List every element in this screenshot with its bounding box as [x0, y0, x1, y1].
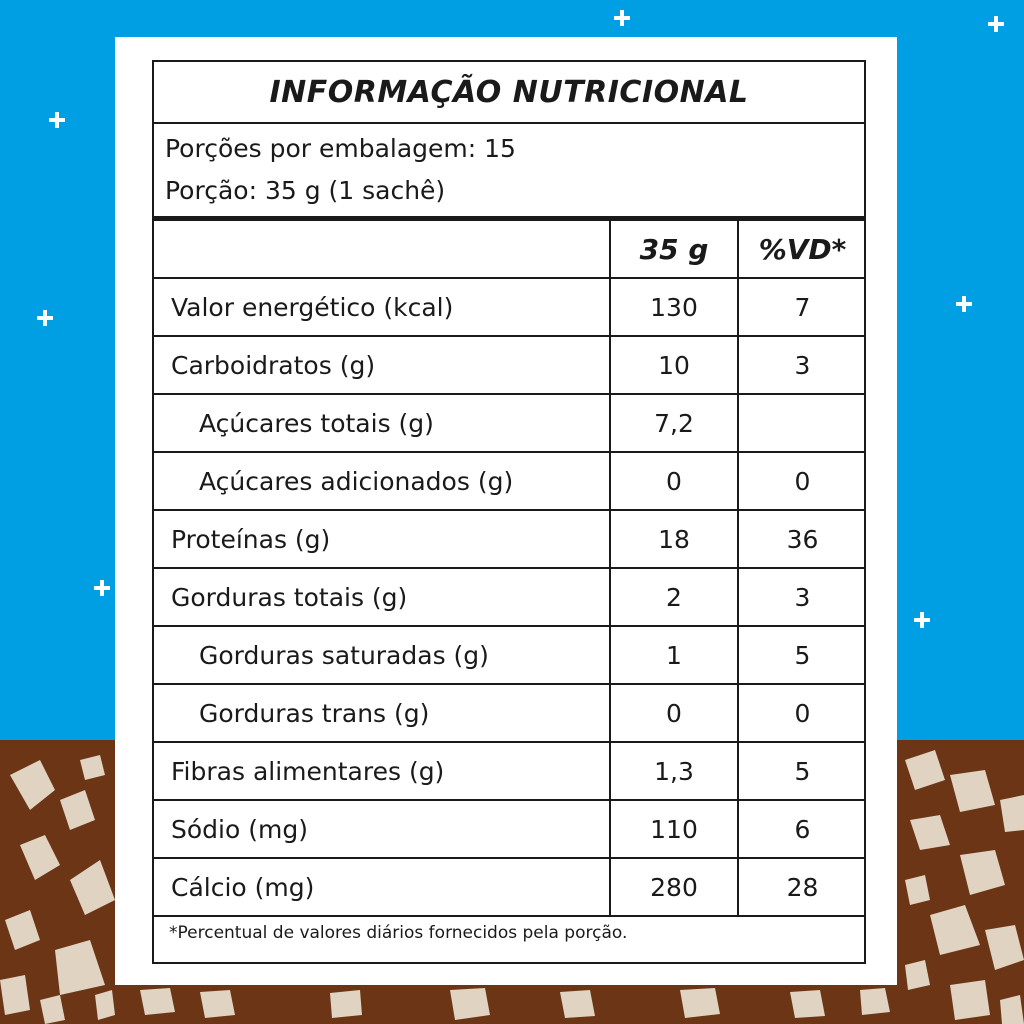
nutrient-row — [154, 858, 866, 916]
portions-per-package: Porções por embalagem: 15 — [165, 134, 516, 163]
nutrient-amount: 2 — [610, 568, 738, 626]
nutrient-row — [154, 568, 866, 626]
nutrient-row — [154, 684, 866, 742]
nutrient-amount: 0 — [610, 452, 738, 510]
nutrient-name: Cálcio (mg) — [154, 858, 610, 916]
header-amount: 35 g — [610, 221, 738, 278]
nutrient-dv: 6 — [738, 800, 866, 858]
nutrient-dv: 0 — [738, 452, 866, 510]
nutrient-row — [154, 336, 866, 394]
nutrient-name: Valor energético (kcal) — [154, 278, 610, 336]
nutrient-dv: 7 — [738, 278, 866, 336]
nutrient-name: Açúcares totais (g) — [154, 394, 610, 452]
header-nutrient — [154, 221, 610, 278]
nutrition-table — [154, 221, 866, 917]
nutrient-name: Açúcares adicionados (g) — [154, 452, 610, 510]
nutrient-amount: 110 — [610, 800, 738, 858]
nutrient-dv: 36 — [738, 510, 866, 568]
nutrient-name: Gorduras saturadas (g) — [154, 626, 610, 684]
nutrient-amount: 280 — [610, 858, 738, 916]
nutrient-name: Sódio (mg) — [154, 800, 610, 858]
portion-info — [154, 128, 864, 221]
nutrient-dv: 5 — [738, 626, 866, 684]
nutrient-dv: 3 — [738, 568, 866, 626]
nutrient-name: Fibras alimentares (g) — [154, 742, 610, 800]
nutrient-dv: 5 — [738, 742, 866, 800]
table-header-row — [154, 221, 866, 278]
nutrient-dv: 0 — [738, 684, 866, 742]
nutrient-row — [154, 742, 866, 800]
nutrient-row — [154, 394, 866, 452]
nutrient-amount: 0 — [610, 684, 738, 742]
nutrient-amount: 1 — [610, 626, 738, 684]
nutrient-row — [154, 510, 866, 568]
panel-title: INFORMAÇÃO NUTRICIONAL — [154, 62, 864, 124]
header-dv: %VD* — [738, 221, 866, 278]
nutrient-row — [154, 800, 866, 858]
nutrient-dv: 3 — [738, 336, 866, 394]
nutrient-dv — [738, 394, 866, 452]
nutrient-name: Carboidratos (g) — [154, 336, 610, 394]
nutrient-amount: 7,2 — [610, 394, 738, 452]
nutrient-dv: 28 — [738, 858, 866, 916]
nutrient-name: Proteínas (g) — [154, 510, 610, 568]
nutrient-amount: 10 — [610, 336, 738, 394]
footnote: *Percentual de valores diários fornecidos pela porção. — [169, 923, 628, 943]
nutrient-amount: 130 — [610, 278, 738, 336]
nutrient-amount: 18 — [610, 510, 738, 568]
portion-size: Porção: 35 g (1 sachê) — [165, 176, 446, 205]
nutrient-amount: 1,3 — [610, 742, 738, 800]
nutrient-row — [154, 278, 866, 336]
nutrient-name: Gorduras totais (g) — [154, 568, 610, 626]
nutrient-row — [154, 452, 866, 510]
nutrient-name: Gorduras trans (g) — [154, 684, 610, 742]
nutrition-facts-panel — [152, 60, 866, 964]
nutrient-row — [154, 626, 866, 684]
